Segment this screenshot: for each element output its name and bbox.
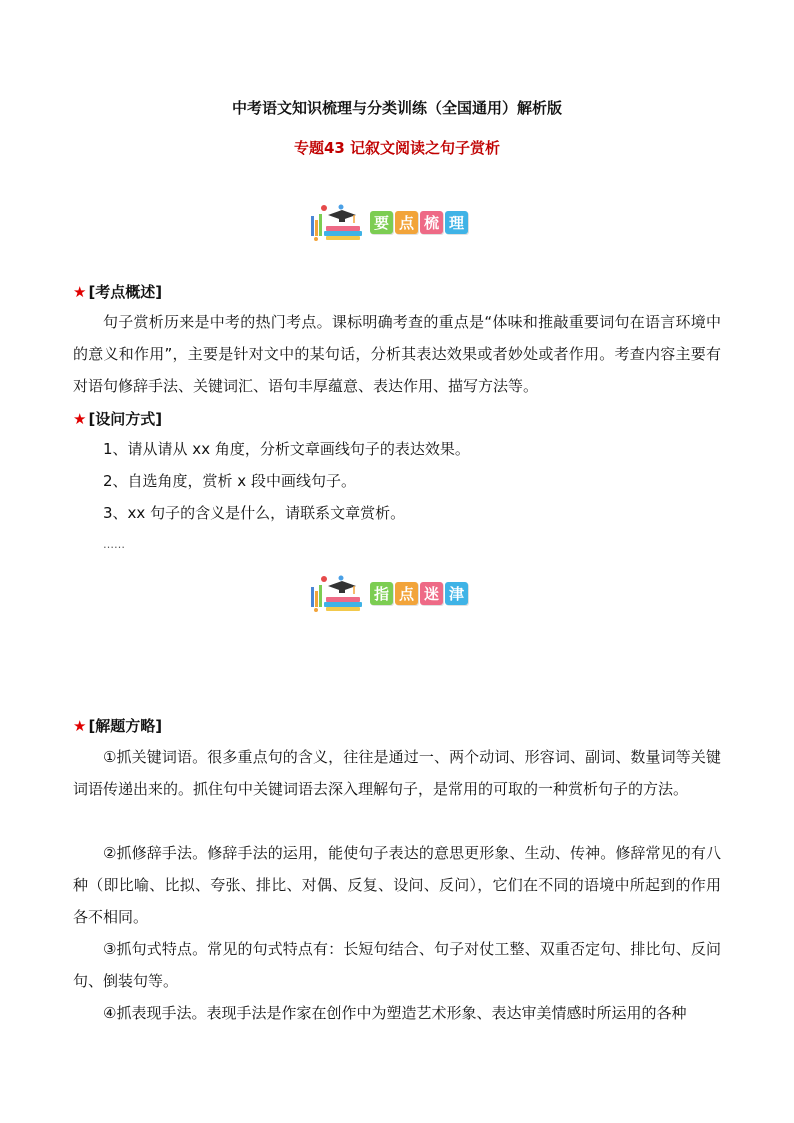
banner-tile: 津 bbox=[445, 582, 468, 605]
banner-tile: 理 bbox=[445, 211, 468, 234]
star-icon: ★ bbox=[73, 409, 87, 428]
banner-key-points bbox=[308, 202, 468, 242]
document-title: 中考语文知识梳理与分类训练（全国通用）解析版 bbox=[231, 99, 562, 117]
banner-guidance bbox=[308, 573, 468, 613]
star-icon: ★ bbox=[73, 716, 87, 735]
strategy-paragraph: ③抓句式特点。常见的句式特点有：长短句结合、句子对仗工整、双重否定句、排比句、反问句、倒装句等。 bbox=[73, 940, 721, 990]
question-item: 1、请从请从 xx 角度，分析文章画线句子的表达效果。 bbox=[103, 440, 470, 458]
strategy-paragraph: ④抓表现手法。表现手法是作家在创作中为塑造艺术形象、表达审美情感时所运用的各种 bbox=[103, 1004, 687, 1022]
section-label: [考点概述] bbox=[88, 283, 163, 301]
section-title-overview bbox=[73, 281, 162, 302]
books-graduation-icon bbox=[308, 202, 364, 242]
strategy-paragraph: ①抓关键词语。很多重点句的含义，往往是通过一、两个动词、形容词、副词、数量词等关键词语传递出来的。抓住句中关键词语去深入理解句子，是常用的可取的一种赏析句子的方法。 bbox=[73, 748, 721, 798]
banner-tile: 点 bbox=[395, 582, 418, 605]
banner-tile: 要 bbox=[370, 211, 393, 234]
question-item: 2、自选角度，赏析 x 段中画线句子。 bbox=[103, 472, 356, 490]
ellipsis: …… bbox=[103, 538, 125, 551]
section-title-strategy bbox=[73, 715, 162, 736]
star-icon: ★ bbox=[73, 282, 87, 301]
question-item: 3、xx 句子的含义是什么，请联系文章赏析。 bbox=[103, 504, 406, 522]
section-title-questions bbox=[73, 408, 162, 429]
banner-tile: 迷 bbox=[420, 582, 443, 605]
section-label: [设问方式] bbox=[88, 410, 163, 428]
banner-tile: 点 bbox=[395, 211, 418, 234]
section-label: [解题方略] bbox=[88, 717, 163, 735]
books-graduation-icon bbox=[308, 573, 364, 613]
topic-title: 专题43 记叙文阅读之句子赏析 bbox=[293, 139, 501, 157]
overview-paragraph: 句子赏析历来是中考的热门考点。课标明确考查的重点是“体味和推敲重要词句在语言环境中的意义和作用”，主要是针对文中的某句话，分析其表达效果或者妙处或者作用。考查内容主要有对语句修辞手法、关键词汇、语句丰厚蕴意、表达作用、描写方法等。 bbox=[73, 313, 721, 395]
banner-tile: 梳 bbox=[420, 211, 443, 234]
banner-tile: 指 bbox=[370, 582, 393, 605]
strategy-paragraph: ②抓修辞手法。修辞手法的运用，能使句子表达的意思更形象、生动、传神。修辞常见的有八种（即比喻、比拟、夸张、排比、对偶、反复、设问、反问），它们在不同的语境中所起到的作用各不相同。 bbox=[73, 844, 721, 926]
